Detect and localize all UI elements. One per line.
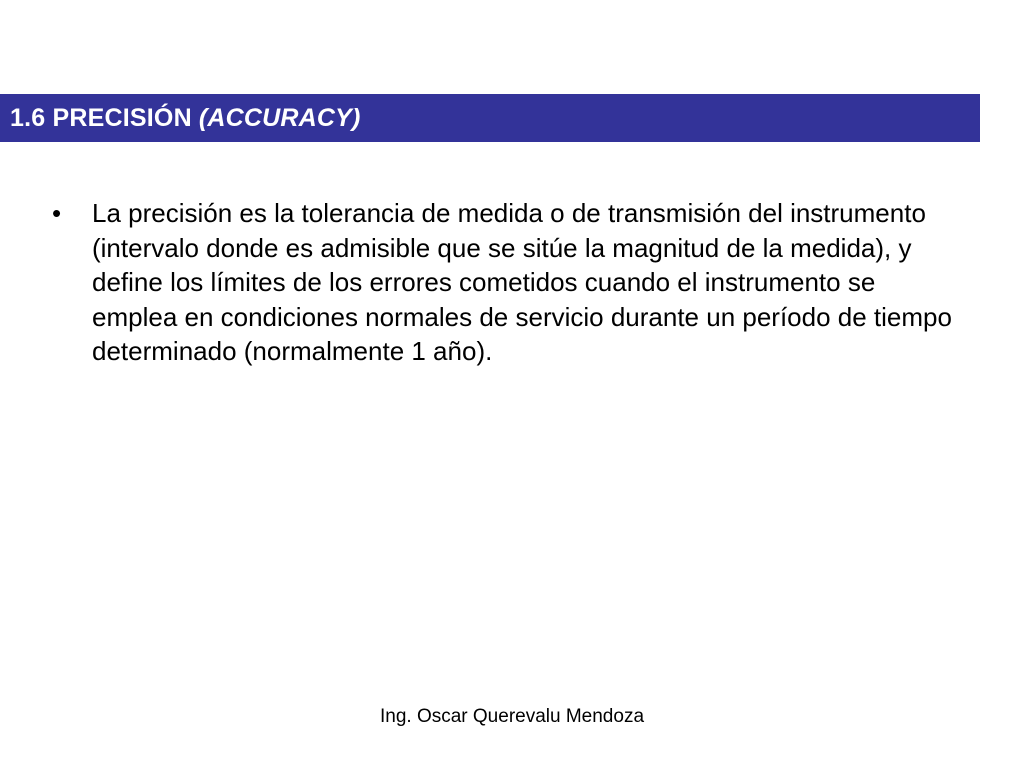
author-name: Ing. Oscar Querevalu Mendoza [379,706,645,727]
slide-title: 1.6 PRECISIÓN [10,103,192,132]
slide-title-italic: (ACCURACY) [198,103,361,132]
slide-title-bar [0,94,980,142]
slide-content [52,196,952,369]
bullet-marker: • [52,198,62,228]
bullet-text: La precisión es la tolerancia de medida o de transmisión del instrumento (intervalo donde es admisible que se sitúe la magnitud de la medida), y define los límites de los errores cometidos cuando el instrumento se emplea en condiciones normales de servicio durante un período de tiempo determinado (normalmente 1 año). [92,198,952,366]
slide-footer [0,706,1024,728]
bullet-item [52,196,952,369]
